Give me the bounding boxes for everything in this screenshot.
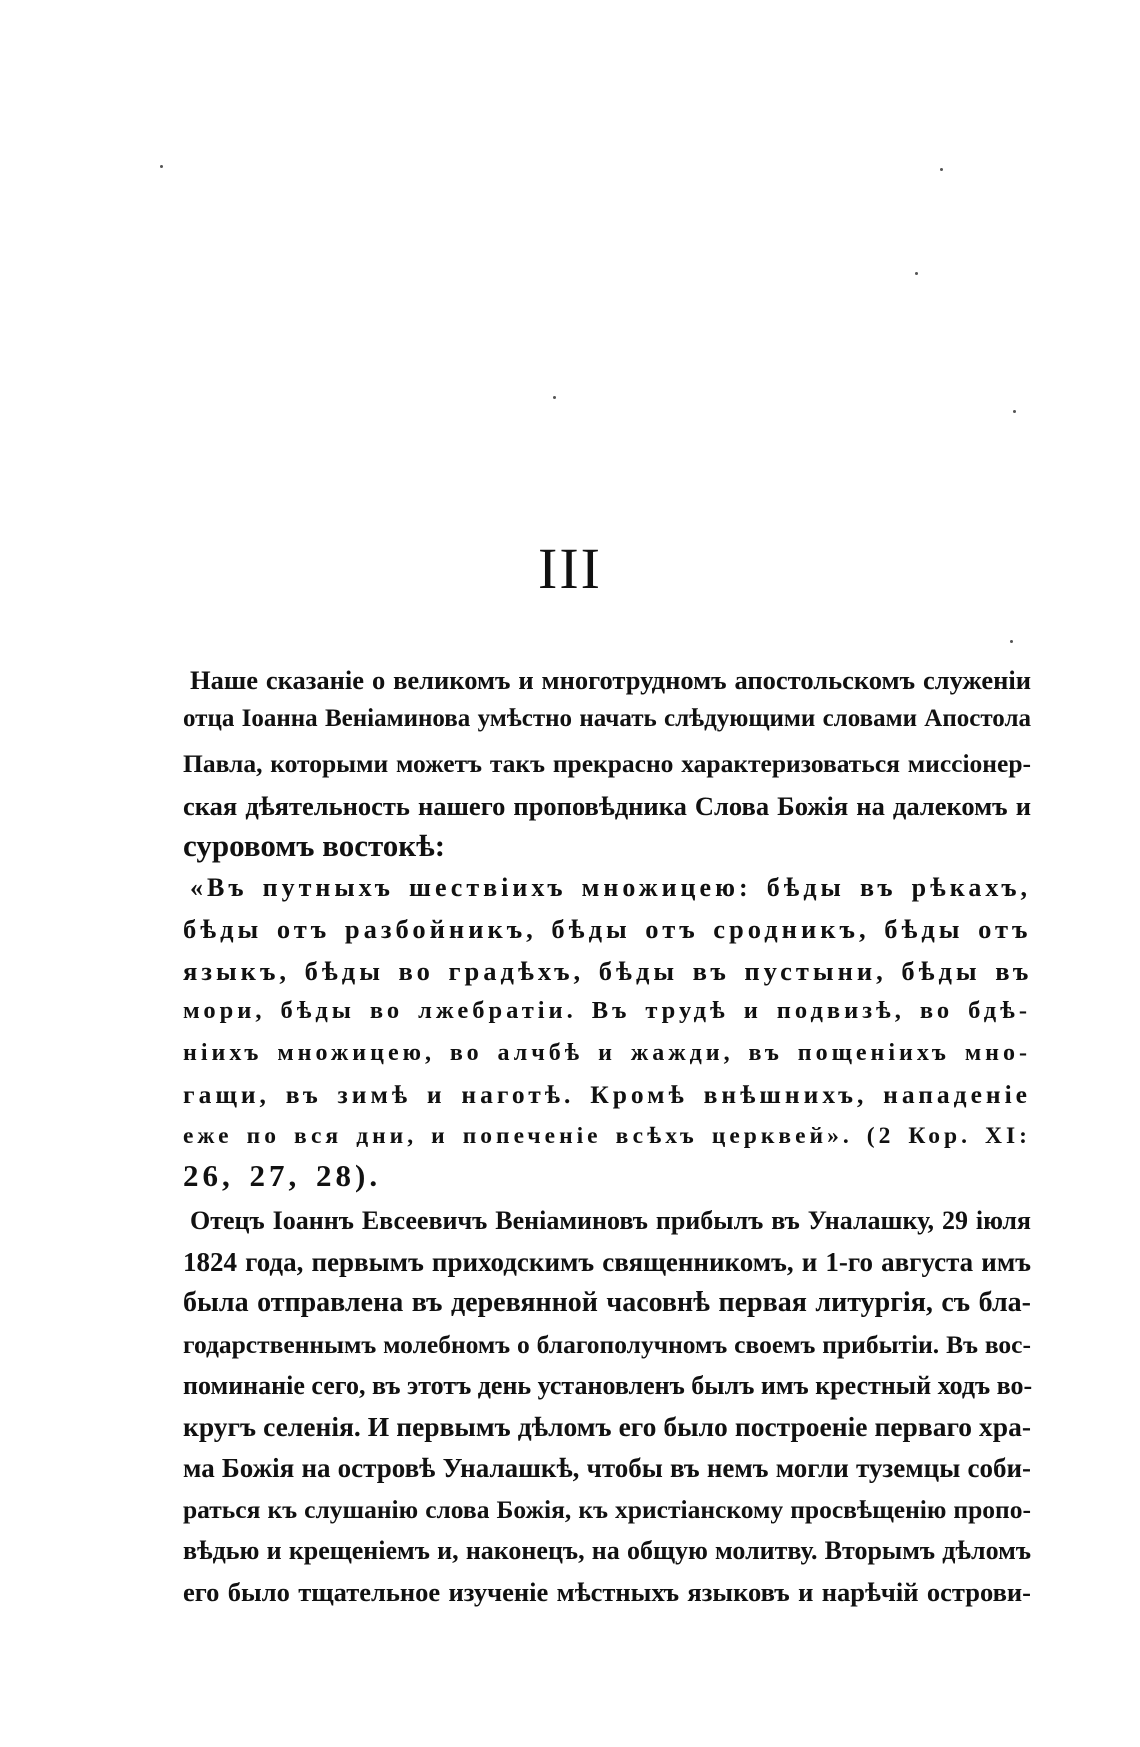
quote-line-4: мори, бѣды во лжебратіи. Въ трудѣ и подвизѣ, во бдѣ- xyxy=(183,997,1031,1024)
quote-line-1: «Въ путныхъ шествіихъ множицею: бѣды въ рѣкахъ, xyxy=(190,873,1031,902)
quote-line-2: бѣды отъ разбойникъ, бѣды отъ сродникъ, бѣды отъ xyxy=(183,914,1032,944)
paragraph-3-line-1: Отецъ Іоаннъ Евсеевичъ Веніаминовъ прибылъ въ Уналашку, 29 іюля xyxy=(190,1206,1031,1235)
scan-speck xyxy=(1010,640,1013,643)
paragraph-1-line-1: Наше сказаніе о великомъ и многотрудномъ апостольскомъ служеніи xyxy=(190,665,1031,695)
paragraph-3-line-2: 1824 года, первымъ приходскимъ священникомъ, и 1-го августа имъ xyxy=(183,1247,1031,1277)
scan-speck xyxy=(553,396,556,399)
paragraph-1-line-3: Павла, которыми можетъ такъ прекрасно характеризоваться миссіонер- xyxy=(183,749,1031,778)
quote-line-5: ніихъ множицею, во алчбѣ и жажди, въ пощеніихъ мно- xyxy=(183,1040,1031,1066)
paragraph-3-line-3: была отправлена въ деревянной часовнѣ первая литургія, съ бла- xyxy=(183,1287,1031,1318)
paragraph-1-line-2: отца Іоанна Веніаминова умѣстно начать слѣдующими словами Апостола xyxy=(183,705,1031,732)
paragraph-3-line-9: вѣдью и крещеніемъ и, наконецъ, на общую молитву. Вторымъ дѣломъ xyxy=(183,1536,1031,1565)
paragraph-3-line-10: его было тщательное изученіе мѣстныхъ языковъ и нарѣчій острови- xyxy=(183,1577,1031,1607)
chapter-heading: III xyxy=(538,536,602,601)
paragraph-3-line-5: поминаніе сего, въ этотъ день установленъ былъ имъ крестный ходъ во- xyxy=(183,1371,1033,1400)
paragraph-3-line-8: раться къ слушанію слова Божія, къ христіанскому просвѣщенію пропо- xyxy=(183,1495,1031,1524)
paragraph-1-line-4: ская дѣятельность нашего проповѣдника Слова Божія на далекомъ и xyxy=(183,791,1031,821)
scan-speck xyxy=(940,168,943,171)
quote-line-8: 26, 27, 28). xyxy=(183,1158,382,1193)
scan-speck xyxy=(1013,410,1016,413)
quote-line-7: еже по вся дни, и попеченіе всѣхъ церквей». (2 Кор. XI: xyxy=(183,1123,1031,1149)
paragraph-3-line-6: кругъ селенія. И первымъ дѣломъ его было построеніе перваго хра- xyxy=(183,1411,1031,1442)
scan-speck xyxy=(915,272,918,275)
quote-line-6: гащи, въ зимѣ и наготѣ. Кромѣ внѣшнихъ, нападеніе xyxy=(183,1080,1031,1109)
scan-speck xyxy=(160,165,163,168)
paragraph-3-line-7: ма Божія на островѣ Уналашкѣ, чтобы въ немъ могли туземцы соби- xyxy=(183,1453,1031,1483)
paragraph-3-line-4: годарственнымъ молебномъ о благополучномъ своемъ прибытіи. Въ вос- xyxy=(183,1330,1031,1359)
quote-line-3: языкъ, бѣды во градѣхъ, бѣды въ пустыни, бѣды въ xyxy=(183,956,1033,986)
paragraph-1-line-5: суровомъ востокѣ: xyxy=(183,828,446,863)
